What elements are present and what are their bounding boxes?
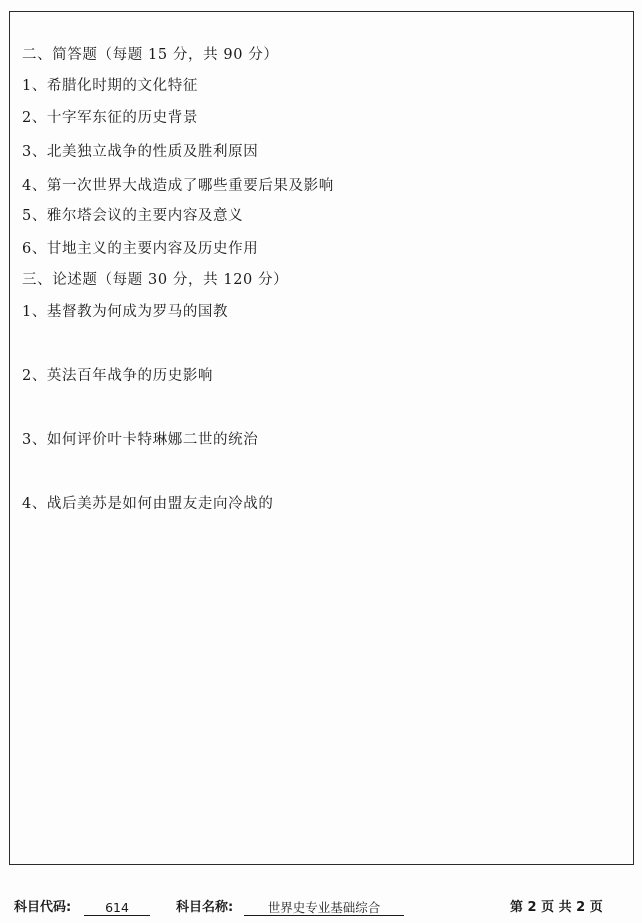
section-two-question-6: 6、甘地主义的主要内容及历史作用 <box>22 241 259 257</box>
subject-code-value: 614 <box>105 900 129 915</box>
section-three-question-1: 1、基督教为何成为罗马的国教 <box>22 304 229 320</box>
section-two-heading: 二、简答题（每题 15 分，共 90 分） <box>22 47 279 63</box>
section-two-question-4: 4、第一次世界大战造成了哪些重要后果及影响 <box>22 178 334 194</box>
page-number: 第 2 页 共 2 页 <box>510 900 603 915</box>
section-two-question-1: 1、希腊化时期的文化特征 <box>22 78 198 94</box>
section-three-question-2: 2、英法百年战争的历史影响 <box>22 368 214 384</box>
subject-name-label: 科目名称: <box>176 900 234 915</box>
section-two-question-3: 3、北美独立战争的性质及胜利原因 <box>22 144 259 160</box>
section-three-question-3: 3、如何评价叶卡特琳娜二世的统治 <box>22 432 259 448</box>
section-two-question-2: 2、十字军东征的历史背景 <box>22 110 198 126</box>
section-two-question-5: 5、雅尔塔会议的主要内容及意义 <box>22 208 244 224</box>
subject-name-value: 世界史专业基础综合 <box>267 900 381 915</box>
section-three-question-4: 4、战后美苏是如何由盟友走向冷战的 <box>22 496 274 512</box>
subject-name-underline <box>244 915 404 916</box>
section-three-heading: 三、论述题（每题 30 分，共 120 分） <box>22 272 289 288</box>
subject-code-label: 科目代码: <box>14 900 72 915</box>
subject-code-underline <box>84 915 150 916</box>
